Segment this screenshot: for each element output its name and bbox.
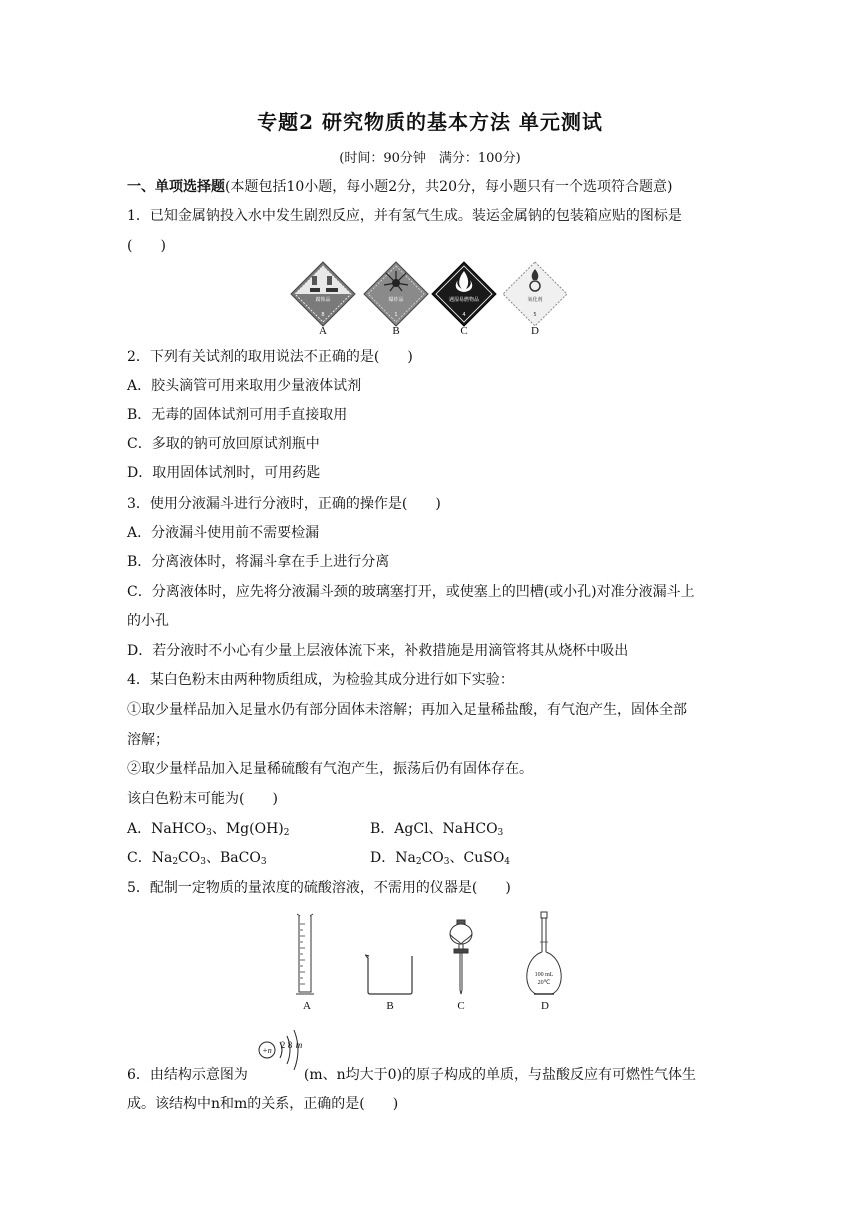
sign-c-flammable-icon [432, 262, 496, 326]
graduated-cylinder-icon [296, 914, 314, 994]
lab-instruments-svg [288, 910, 568, 1002]
q5-label-a: A [303, 1000, 311, 1012]
sign-d-text: 氧化剂 [527, 297, 543, 303]
section-heading [127, 177, 672, 197]
atom-shell-2: 8 [287, 1040, 293, 1050]
q4-step1-cont: 溶解； [127, 732, 169, 748]
hazard-signs-svg [290, 261, 570, 327]
sign-b-num: 1 [394, 312, 398, 318]
section-title: 一、单项选择题 [127, 179, 225, 195]
q4-option-b: B．AgCl、NaHCO$_3$ [370, 821, 504, 838]
q3-option-b: B．分离液体时，将漏斗拿在手上进行分离 [127, 554, 390, 570]
sign-d-oxidizer-icon [503, 262, 567, 326]
q4-ask: 该白色粉末可能为( ) [127, 791, 278, 807]
atom-shell-3: m [295, 1040, 303, 1050]
sign-c-text: 遇湿易燃物品 [448, 297, 480, 303]
q4-options-row1 [127, 819, 504, 839]
atom-nucleus: +n [262, 1046, 272, 1055]
q1-text: 1．已知金属钠投入水中发生剧烈反应，并有氢气生成。装运金属钠的包装箱应贴的图标是 [127, 208, 682, 224]
q4-text: 4．某白色粉末由两种物质组成，为检验其成分进行如下实验： [127, 672, 514, 688]
q4-options-row2 [127, 848, 511, 868]
q1-label-a: A [319, 325, 327, 337]
q1-label-b: B [392, 325, 400, 337]
page-title: 专题2 研究物质的基本方法 单元测试 [257, 110, 603, 134]
q5-label-b: B [386, 1000, 394, 1012]
page-subtitle: (时间：90分钟 满分：100分) [339, 151, 521, 166]
q6-text-line2: 成。该结构中n和m的关系，正确的是( ) [127, 1096, 399, 1112]
q2-text: 2．下列有关试剂的取用说法不正确的是( ) [127, 349, 413, 365]
q4-option-c: C．$Na_2CO_3$、BaCO$_3$ [127, 850, 267, 867]
hazard-signs [290, 261, 570, 327]
q3-option-c-cont: 的小孔 [127, 613, 169, 629]
sign-a-corrosive-icon [291, 262, 355, 326]
section-desc: (本题包括10小题，每小题2分，共20分，每小题只有一个选项符合题意) [225, 179, 673, 195]
sign-a-num: 8 [321, 312, 325, 318]
q5-text: 5．配制一定物质的量浓度的硫酸溶液，不需用的仪器是( ) [127, 880, 511, 896]
q6-text-post: (m、n均大于0)的原子构成的单质，与盐酸反应有可燃性气体生 [303, 1067, 697, 1083]
q2-option-c: C．多取的钠可放回原试剂瓶中 [127, 436, 320, 452]
q2-option-b: B．无毒的固体试剂可用手直接取用 [127, 407, 348, 423]
sign-b-text: 爆炸品 [388, 297, 404, 303]
q3-text: 3．使用分液漏斗进行分液时，正确的操作是( ) [127, 496, 441, 512]
q4-option-a: A．NaHCO$_3$、$Mg(OH)_2$ [127, 821, 290, 838]
q3-option-d: D．若分液时不小心有少量上层液体流下来，补救措施是用滴管将其从烧杯中吸出 [127, 643, 629, 659]
q3-option-a: A．分液漏斗使用前不需要检漏 [127, 525, 320, 541]
q2-option-a: A．胶头滴管可用来取用少量液体试剂 [127, 378, 362, 394]
beaker-icon [365, 955, 412, 994]
q6-text [127, 1065, 696, 1085]
sign-b-explosive-icon [364, 262, 428, 326]
q5-label-d: D [541, 1000, 549, 1012]
sign-d-num: 5 [533, 312, 537, 318]
q5-label-c: C [457, 1000, 465, 1012]
flask-temperature: 20℃ [537, 980, 551, 986]
q1-label-c: C [460, 325, 468, 337]
separatory-funnel-icon [450, 920, 472, 994]
flask-capacity: 100 mL [534, 972, 554, 978]
atom-shell-1: 2 [280, 1040, 286, 1050]
q1-paren: ( ) [127, 238, 166, 254]
q4-option-d: D．$Na_2CO_3$、CuSO$_4$ [370, 850, 511, 867]
q6-text-pre: 6．由结构示意图为 [127, 1067, 248, 1083]
q4-step2: ②取少量样品加入足量稀硫酸有气泡产生，振荡后仍有固体存在。 [127, 761, 533, 777]
sign-a-text: 腐蚀品 [315, 297, 331, 303]
volumetric-flask-icon [527, 912, 561, 994]
q3-option-c: C．分离液体时，应先将分液漏斗颈的玻璃塞打开，或使塞上的凹槽(或小孔)对准分液漏斗上 [127, 584, 695, 600]
sign-c-num: 4 [462, 312, 466, 318]
q2-option-d: D．取用固体试剂时，可用药匙 [127, 465, 321, 481]
q1-label-d: D [531, 325, 539, 337]
lab-instruments [288, 910, 568, 1002]
q4-step1: ①取少量样品加入足量水仍有部分固体未溶解；再加入足量稀盐酸，有气泡产生，固体全部 [127, 702, 687, 718]
